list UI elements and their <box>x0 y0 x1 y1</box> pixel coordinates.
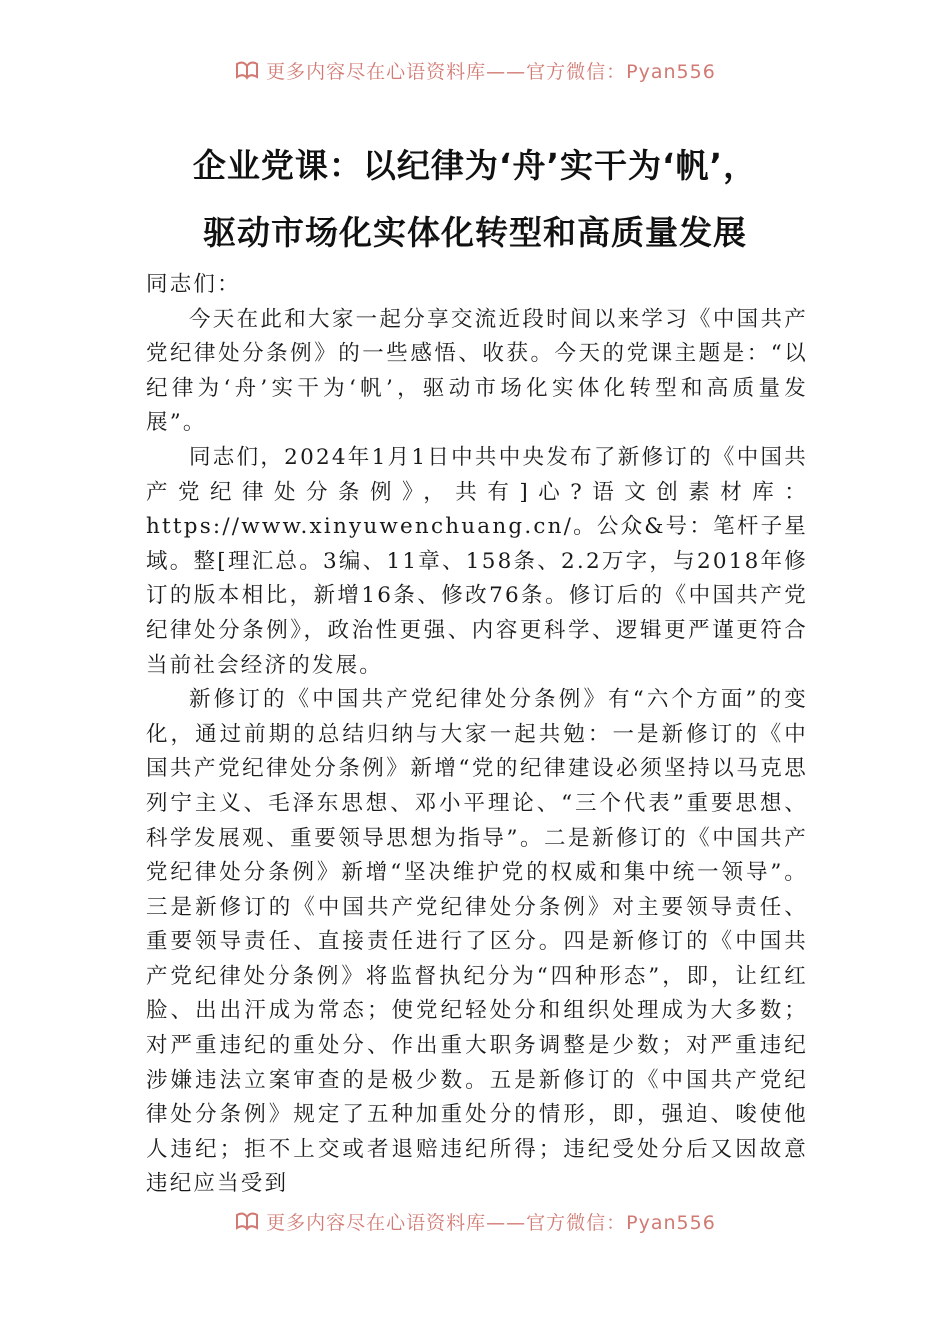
watermark-text: 更多内容尽在心语资料库——官方微信：Pyan556 <box>266 60 716 83</box>
paragraph-1: 今天在此和大家一起分享交流近段时间以来学习《中国共产党纪律处分条例》的一些感悟、收获。今天的党课主题是：“以纪律为‘舟’实干为‘帆’，驱动市场化实体化转型和高质量发展”。 <box>146 306 808 436</box>
paragraph-3: 新修订的《中国共产党纪律处分条例》有“六个方面”的变化，通过前期的总结归纳与大家一起共勉：一是新修订的《中国共产党纪律处分条例》新增“党的纪律建设必须坚持以马克思列宁主义、毛泽东思想、邓小平理论、“三个代表”重要思想、科学发展观、重要领导思想为指导”。二是新修订的《中国共产党纪律处分条例》新增“坚决维护党的权威和集中统一领导”。三是新修订的《中国共产党纪律处分条例》对主要领导责任、重要领导责任、直接责任进行了区分。四是新修订的《中国共产党纪律处分条例》将监督执纪分为“四种形态”，即，让红红脸、出出汗成为常态；使党纪轻处分和组织处理成为大多数；对严重违纪的重处分、作出重大职务调整是少数；对严重违纪涉嫌违法立案审查的是极少数。五是新修订的《中国共产党纪律处分条例》规定了五种加重处分的情形，即，强迫、唆使他人违纪；拒不上交或者退赔违纪所得；违纪受处分后又因故意违纪应当受到 <box>146 687 808 1197</box>
book-logo-icon <box>234 1210 260 1232</box>
salutation: 同志们： <box>146 272 241 297</box>
watermark-text: 更多内容尽在心语资料库——官方微信：Pyan556 <box>266 1211 716 1234</box>
document-body <box>146 268 808 1202</box>
document-title-line-2: 驱动市场化实体化转型和高质量发展 <box>203 213 747 252</box>
watermark-header <box>0 55 950 85</box>
document-title-line-1: 企业党课：以纪律为‘舟’实干为‘帆’， <box>192 146 758 185</box>
book-logo-icon <box>234 59 260 81</box>
paragraph-2: 同志们，2024年1月1日中共中央发布了新修订的《中国共产党纪律处分条例》，共有]心?语文创素材库：https://www.xinyuwenchuang.cn/。公众&号：笔杆子星域。整[理汇总。3编、11章、158条、2.2万字，与2018年修订的版本相比，新增16条、修改76条。修订后的《中国共产党纪律处分条例》，政治性更强、内容更科学、逻辑更严谨更符合当前社会经济的发展。 <box>146 444 808 678</box>
watermark-footer <box>0 1206 950 1236</box>
